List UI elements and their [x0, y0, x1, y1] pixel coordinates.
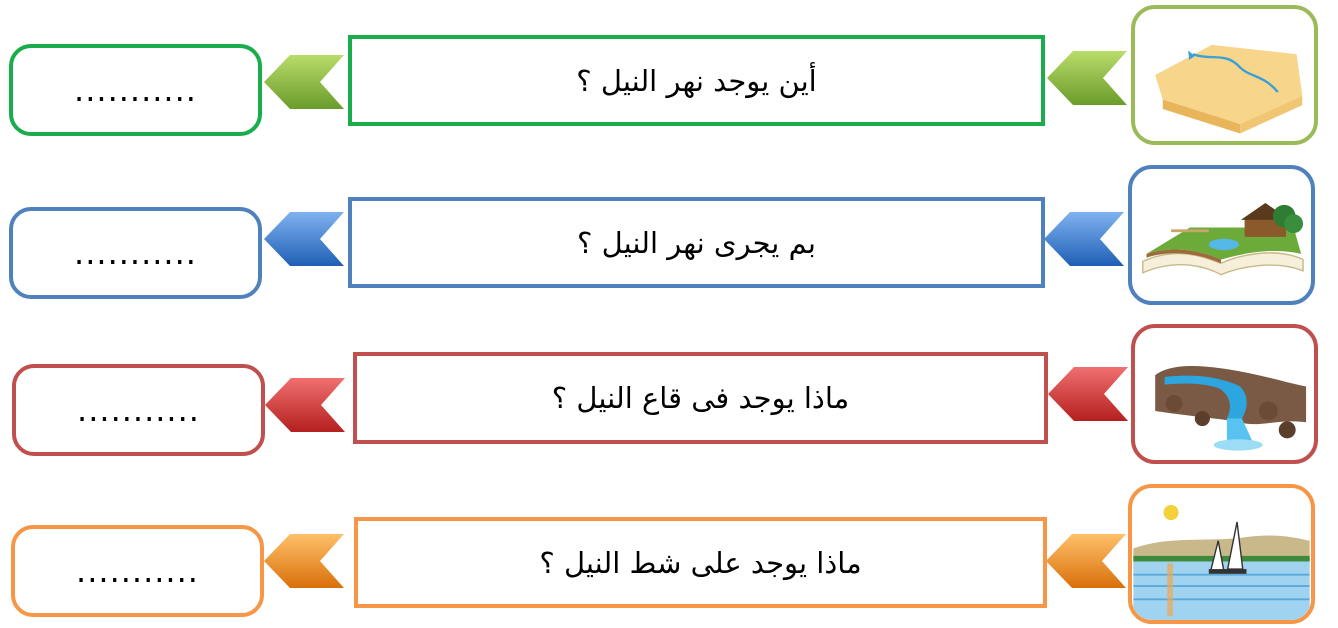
- question-row-2: [0, 160, 1338, 300]
- arrow-left-icon: [264, 55, 344, 109]
- question-box: أين يوجد نهر النيل ؟: [348, 35, 1045, 126]
- arrow-left-icon: [1047, 51, 1127, 105]
- nile-map-icon: [1131, 5, 1318, 145]
- arrow-left-icon: [1044, 212, 1124, 266]
- question-row-3: [0, 322, 1338, 462]
- arrow-left-icon: [1048, 367, 1128, 421]
- answer-field[interactable]: ...........: [12, 364, 265, 456]
- arrow-left-icon: [264, 534, 344, 588]
- question-box: ماذا يوجد على شط النيل ؟: [354, 517, 1047, 608]
- question-row-4: [0, 480, 1338, 620]
- answer-field[interactable]: ...........: [9, 44, 262, 136]
- question-row-1: [0, 0, 1338, 140]
- arrow-left-icon: [265, 378, 345, 432]
- answer-field[interactable]: ...........: [9, 207, 262, 299]
- answer-field[interactable]: ...........: [11, 525, 264, 617]
- sailboat-shore-icon: [1128, 484, 1315, 624]
- arrow-left-icon: [1046, 534, 1126, 588]
- question-box: ماذا يوجد فى قاع النيل ؟: [353, 352, 1048, 444]
- landscape-book-icon: [1128, 165, 1315, 305]
- waterfall-icon: [1131, 324, 1318, 464]
- arrow-left-icon: [264, 212, 344, 266]
- question-box: بم يجرى نهر النيل ؟: [348, 197, 1045, 288]
